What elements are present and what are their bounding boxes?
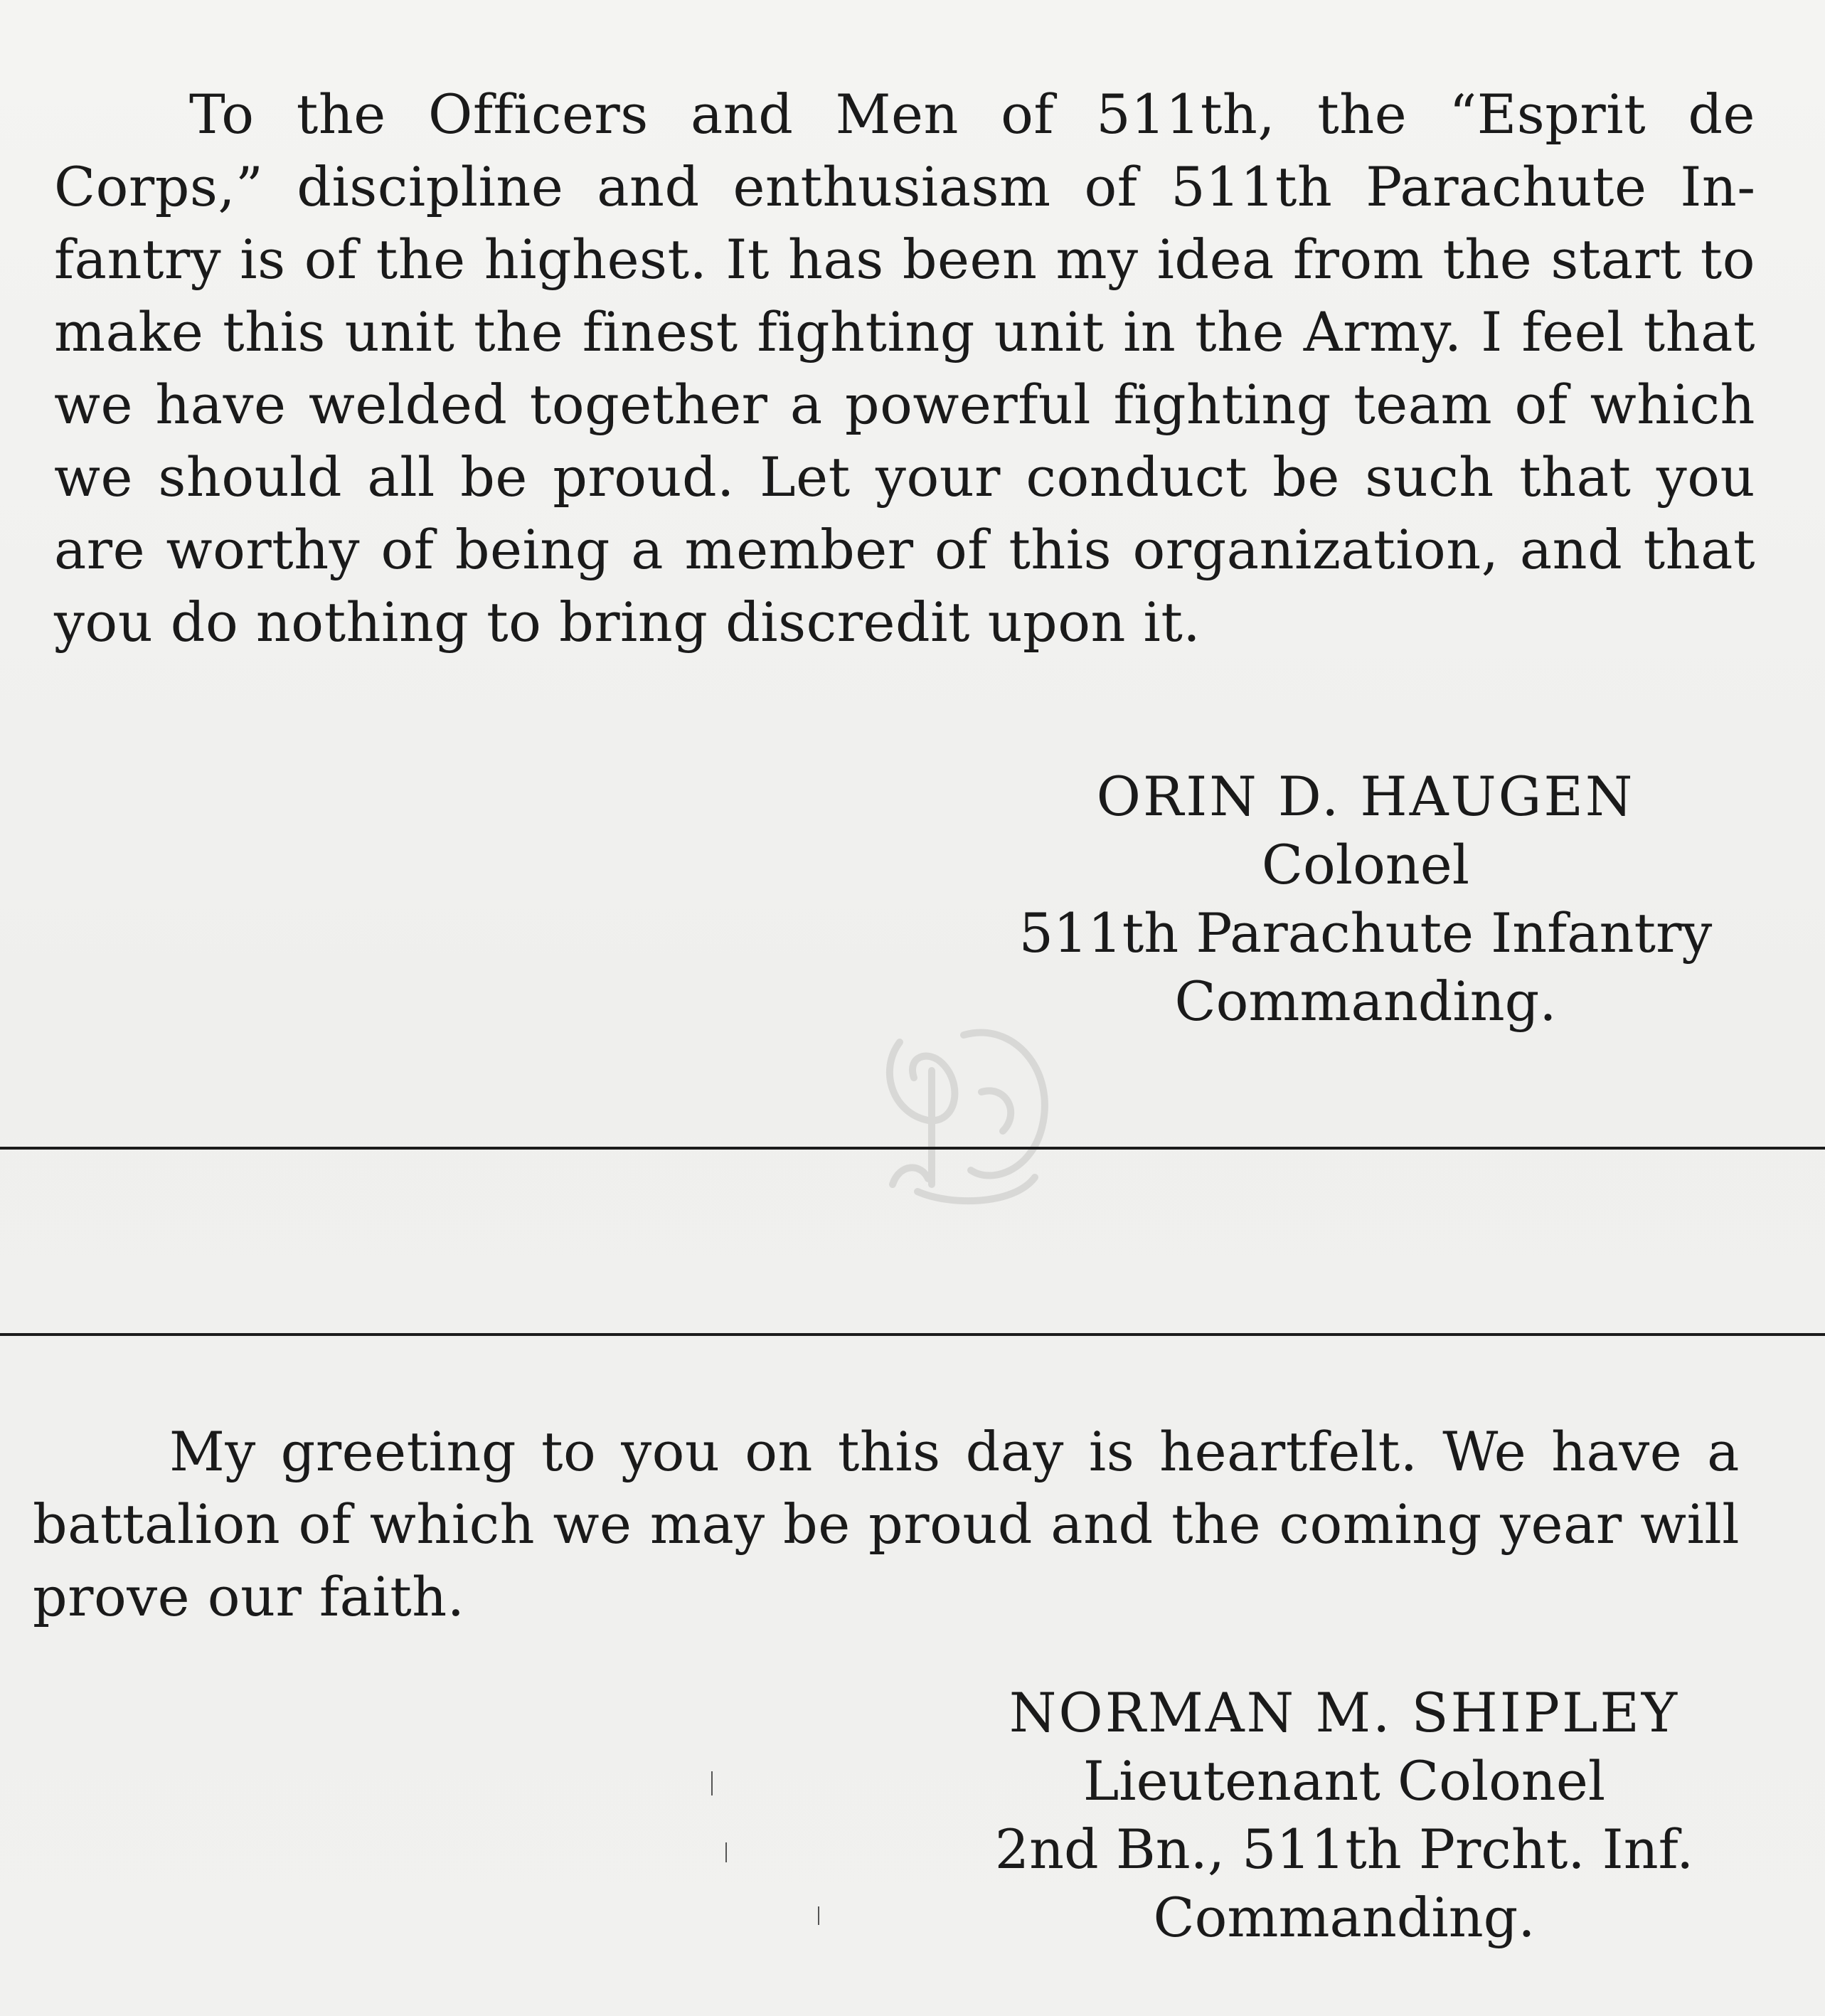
letter-body: My greeting to you on this day is heartfelt. We have a battalion of which we may be proud and the coming year will prove our faith. <box>33 1420 1740 1628</box>
signature-name: ORIN D. HAUGEN <box>1096 765 1635 828</box>
signature-rank: Lieutenant Colonel <box>1082 1749 1606 1813</box>
scan-mark <box>711 1771 713 1795</box>
divider-rule-bottom <box>0 1333 1825 1336</box>
signature-role: Commanding. <box>1174 970 1557 1033</box>
signature-rank: Colonel <box>1261 833 1470 896</box>
letter-body: To the Officers and Men of 511th, the “Esprit de Corps,” discipline and enthusiasm of 511th Parachute Infantry is of the highest. It has been my idea from the start to make this unit the finest fighting unit in the Army. I feel that we have welded together a powerful fighting team of which we should all be proud. Let your conduct be such that you are worthy of being a member of this organization, and that you do nothing to bring discredit upon it. <box>54 83 1755 654</box>
signature-role: Commanding. <box>1153 1886 1536 1949</box>
letter-lt-colonel-shipley <box>33 1416 1740 1633</box>
scan-mark <box>818 1906 819 1925</box>
signature-unit: 2nd Bn., 511th Prcht. Inf. <box>994 1818 1694 1881</box>
letter-colonel-haugen <box>54 78 1755 659</box>
scan-mark <box>725 1842 727 1862</box>
signature-block-shipley <box>946 1679 1742 1952</box>
divider-rule-top <box>0 1147 1825 1150</box>
signature-block-haugen <box>974 763 1757 1036</box>
signature-unit: 511th Parachute Infantry <box>1018 901 1713 965</box>
signature-name: NORMAN M. SHIPLEY <box>1009 1681 1680 1744</box>
